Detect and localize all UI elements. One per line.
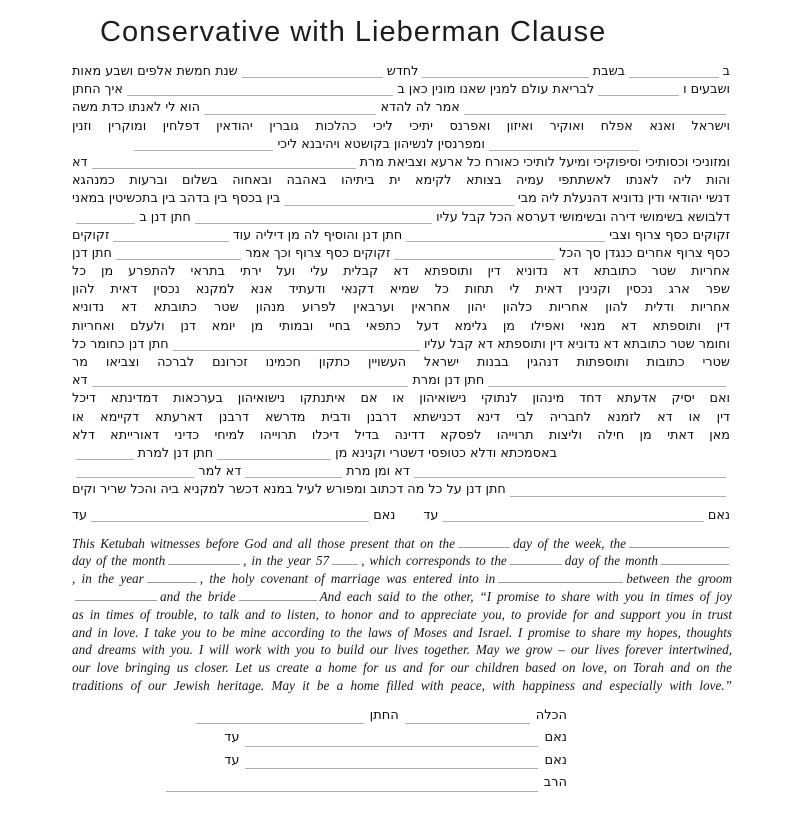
hebrew-text-line: אחריות ודלית להון אחריות כלהון יהון אחראין וערבאין לפרוע מנהון שטר כתובתא דא נדוניא [72,300,730,316]
text-segment: חתן דנן ב [139,209,191,225]
text-segment: ומפרנסין לנשיהון בקושטא ויהיבנא ליכי [277,136,485,152]
signature-line [153,750,567,773]
english-text-line: and dreams with you. I will work with you to build our lives together. May we grow – our lives forever intertwined, [72,642,732,658]
text-segment: , in the year [72,571,144,587]
hebrew-text-line: שפר ארג נכסין וקנינין דאית לי תחות כל שמיא דקנאי ודעתיד אנא למקנא נכסין דאית להון [72,282,730,298]
fill-in-blank-line [332,553,358,565]
text-segment: דא למר [198,464,242,480]
hebrew-text-line [72,507,730,525]
fill-in-blank-line [168,553,240,565]
fill-in-blank-line [458,535,510,547]
hebrew-text-line [72,372,730,390]
text-segment: day of the month [564,553,658,569]
hebrew-text-line [72,445,730,463]
text-segment: חתן דנן על כל מה דכתוב ומפורש לעיל במנא דכשר למקניא ביה והכל שריר וקים [72,482,506,498]
text-segment: דנשי יהודאי ודין נדוניא דהנעלת ליה מבי [517,191,730,207]
hebrew-contract-text [72,63,730,525]
fill-in-blank-line [196,713,364,724]
text-segment: זקוקים כסף צרוף וצבי [609,227,730,243]
text-segment: נאם [544,752,567,768]
hebrew-text-line [72,99,730,117]
text-segment: באסמכתא ודלא כטופסי דשטרי וקנינא מן [335,445,557,461]
text-segment: day of the week, the [512,535,626,551]
signature-line [153,705,567,728]
english-text-line: traditions of our Jewish heritage. May it be a home filled with peace, with happiness and especially with love.” [72,678,732,694]
text-segment: This Ketubah witnesses before God and all those present that on the [72,535,455,551]
text-segment: day of the month [72,553,166,569]
text-segment: הרב [543,775,567,791]
text-segment: בין בכסף בין בדהב בין בתכשיטין במאני [72,191,281,207]
text-segment: חתן דנן כחומר כל [72,336,169,352]
fill-in-blank-line [464,104,726,115]
text-segment: , in the year 57 [243,553,330,569]
hebrew-text-line [72,245,730,263]
text-segment: עד [224,730,240,746]
text-segment: חתן דנן ומרת [412,373,485,389]
fill-in-blank-line [92,158,356,169]
text-segment: חתן דנן [72,245,112,261]
hebrew-text-line: אחריות שטר כתובתא דא נדוניא דין ותוספתא דא קבלית עלי ועל ירתי בתראי להתפרע מן כל [72,264,730,280]
english-text-line [72,552,732,570]
hebrew-text-line [72,227,730,245]
text-segment: and the bride [160,589,236,605]
hebrew-text-line [72,154,730,172]
fill-in-blank-line [76,449,134,460]
text-segment: And each said to the other, “I promise to share with you in times of joy [319,589,732,605]
text-segment: הוא לי לאנתו כדת משה [72,100,200,116]
text-segment: דא [72,373,88,389]
hebrew-text-line [72,481,730,499]
text-segment: דא [72,154,88,170]
fill-in-blank-line [422,67,588,78]
fill-in-blank-line [75,589,157,601]
text-segment: שנת חמשת אלפים ושבע מאות [72,64,238,79]
fill-in-blank-line [116,249,241,260]
fill-in-blank-line [598,85,679,96]
spacer [395,518,423,519]
fill-in-blank-line [76,213,135,224]
fill-in-blank-line [661,553,729,565]
text-segment: לבריאת עולם למנין שאנו מונין כאן ב [397,82,595,98]
fill-in-blank-line [510,486,726,497]
fill-in-blank-line [498,571,623,583]
text-segment: נאם [373,507,396,523]
text-segment: הכלה [535,707,567,723]
text-segment: ב [722,64,730,79]
text-segment: עד [224,752,240,768]
signature-line [153,727,567,750]
text-segment: זקוקים [72,227,110,243]
text-segment: זקוקים כסף צרוף וכך אמר [245,245,391,261]
fill-in-blank-line [242,67,383,78]
fill-in-blank-line [488,376,726,387]
fill-in-blank-line [204,104,377,115]
hebrew-text-line [72,190,730,208]
hebrew-text-line [72,209,730,227]
text-segment: כסף צרוף אחרים כנגדן סך הכל [559,245,730,261]
fill-in-blank-line [166,781,538,792]
fill-in-blank-line [405,713,530,724]
hebrew-text-line: דין או דא לזמנא לחבריה לבי דינא דכנישתא דרבנן ודבית מדרשא דרבנן דארעתא דקיימא או [72,409,730,425]
fill-in-blank-line [442,511,703,522]
page-title: Conservative with Lieberman Clause [100,16,607,48]
fill-in-blank-line [414,467,726,478]
text-segment: ושבעים ו [683,82,730,98]
text-segment: ומזוניכי וכסותיכי וסיפוקיכי ומיעל לותיכי כאורח כל ארעא וצביאת מרת [359,154,730,170]
english-text-line: and in love. I take you to be mine according to the laws of Moses and Israel. I promise to share my hopes, thoughts [72,624,732,640]
english-text-line: as in times of trouble, to talk and to listen, to honor and to appreciate you, to provide for and support you in trust [72,606,732,622]
text-segment: בשבת [592,64,626,79]
text-segment: , which corresponds to the [361,553,507,569]
fill-in-blank-line [394,249,555,260]
english-translation-text [72,535,732,695]
fill-in-blank-line [245,758,538,769]
hebrew-text-line [72,336,730,354]
fill-in-blank-line [245,467,342,478]
fill-in-blank-line [284,195,514,206]
hebrew-text-line [72,463,730,481]
hebrew-text-line: והות ליה לאנתו לאשתתפי עמיה בצותא לקימא ית ביתיהו באהבה ובאחוה בשלום וברעות כמנהגא [72,173,730,189]
hebrew-text-line: דין ותוספתא דא מנאי ואפילו מן גלימא דעל כתפאי בחיי ובמותי מן יומא דנן ולעלם ואחריות [72,318,730,334]
hebrew-text-line [72,81,730,99]
text-segment: החתן [369,707,399,723]
hebrew-text-line [72,136,730,154]
fill-in-blank-line [134,140,273,151]
text-segment: דלבושא בשימושי דירה ובשימושי דערסא הכל קבל עליו [436,209,730,225]
signature-line [153,772,567,795]
signature-block [153,705,567,795]
text-segment: דא ומן מרת [346,464,410,480]
text-segment: עד [72,507,87,523]
fill-in-blank-line [173,340,420,351]
english-text-line [72,570,732,588]
text-segment: עד [423,507,439,523]
fill-in-blank-line [92,376,409,387]
text-segment: לחדש [386,64,419,79]
fill-in-blank-line [113,231,228,242]
fill-in-blank-line [510,553,562,565]
text-segment: חתן דנן למרת [137,445,214,461]
fill-in-blank-line [239,589,317,601]
hebrew-text-line: ואם יסיק אדעתא דחד מינהון לנתוקי נישואיהון או אם איתנתקו נישואיהון בערכאות דמדינתא דיכל [72,391,730,407]
fill-in-blank-line [406,231,605,242]
fill-in-blank-line [195,213,432,224]
text-segment: נאם [707,507,730,523]
fill-in-blank-line [76,467,194,478]
text-segment: איך החתן [72,82,123,98]
fill-in-blank-line [629,67,719,78]
hebrew-text-line: וישראל ואנא אפלח ואוקיר ואיזון ואפרנס יתיכי ליכי כהלכות גוברין יהודאין דפלחין ומוקרין וזנין [72,118,730,134]
fill-in-blank-line [127,85,393,96]
english-text-line [72,535,732,553]
fill-in-blank-line [91,511,369,522]
text-segment: אמר לה להדא [380,100,460,116]
english-text-line [72,588,732,606]
text-segment: נאם [544,730,567,746]
fill-in-blank-line [489,140,639,151]
text-segment: , the holy covenant of marriage was entered into in [199,571,496,587]
text-segment: between the groom [626,571,732,587]
fill-in-blank-line [629,535,729,547]
text-segment: וחומר שטר כתובתא דא נדוניא דין ותוספתא דא קבל עליו [423,336,730,352]
fill-in-blank-line [147,571,197,583]
hebrew-text-line: שטרי כתובות ותוספתות דנהגין בבנות ישראל העשויין כתקון חכמינו זכרונם לברכה וצביאו מר [72,355,730,370]
fill-in-blank-line [245,736,538,747]
hebrew-text-line: מאן דאתי מן חילה וליצות תרוייהו לפסקא דדינה בדיל דיכלו תרוייהו למיחי כדיני דאורייתא דלא [72,427,730,443]
hebrew-text-line [72,63,730,81]
english-text-line: our love bringing us closer. Let us create a home for us and for our children based on love, on Torah and on the [72,660,732,676]
text-segment: חתן דנן והוסיף לה מן דיליה עוד [232,227,403,243]
fill-in-blank-line [217,449,331,460]
